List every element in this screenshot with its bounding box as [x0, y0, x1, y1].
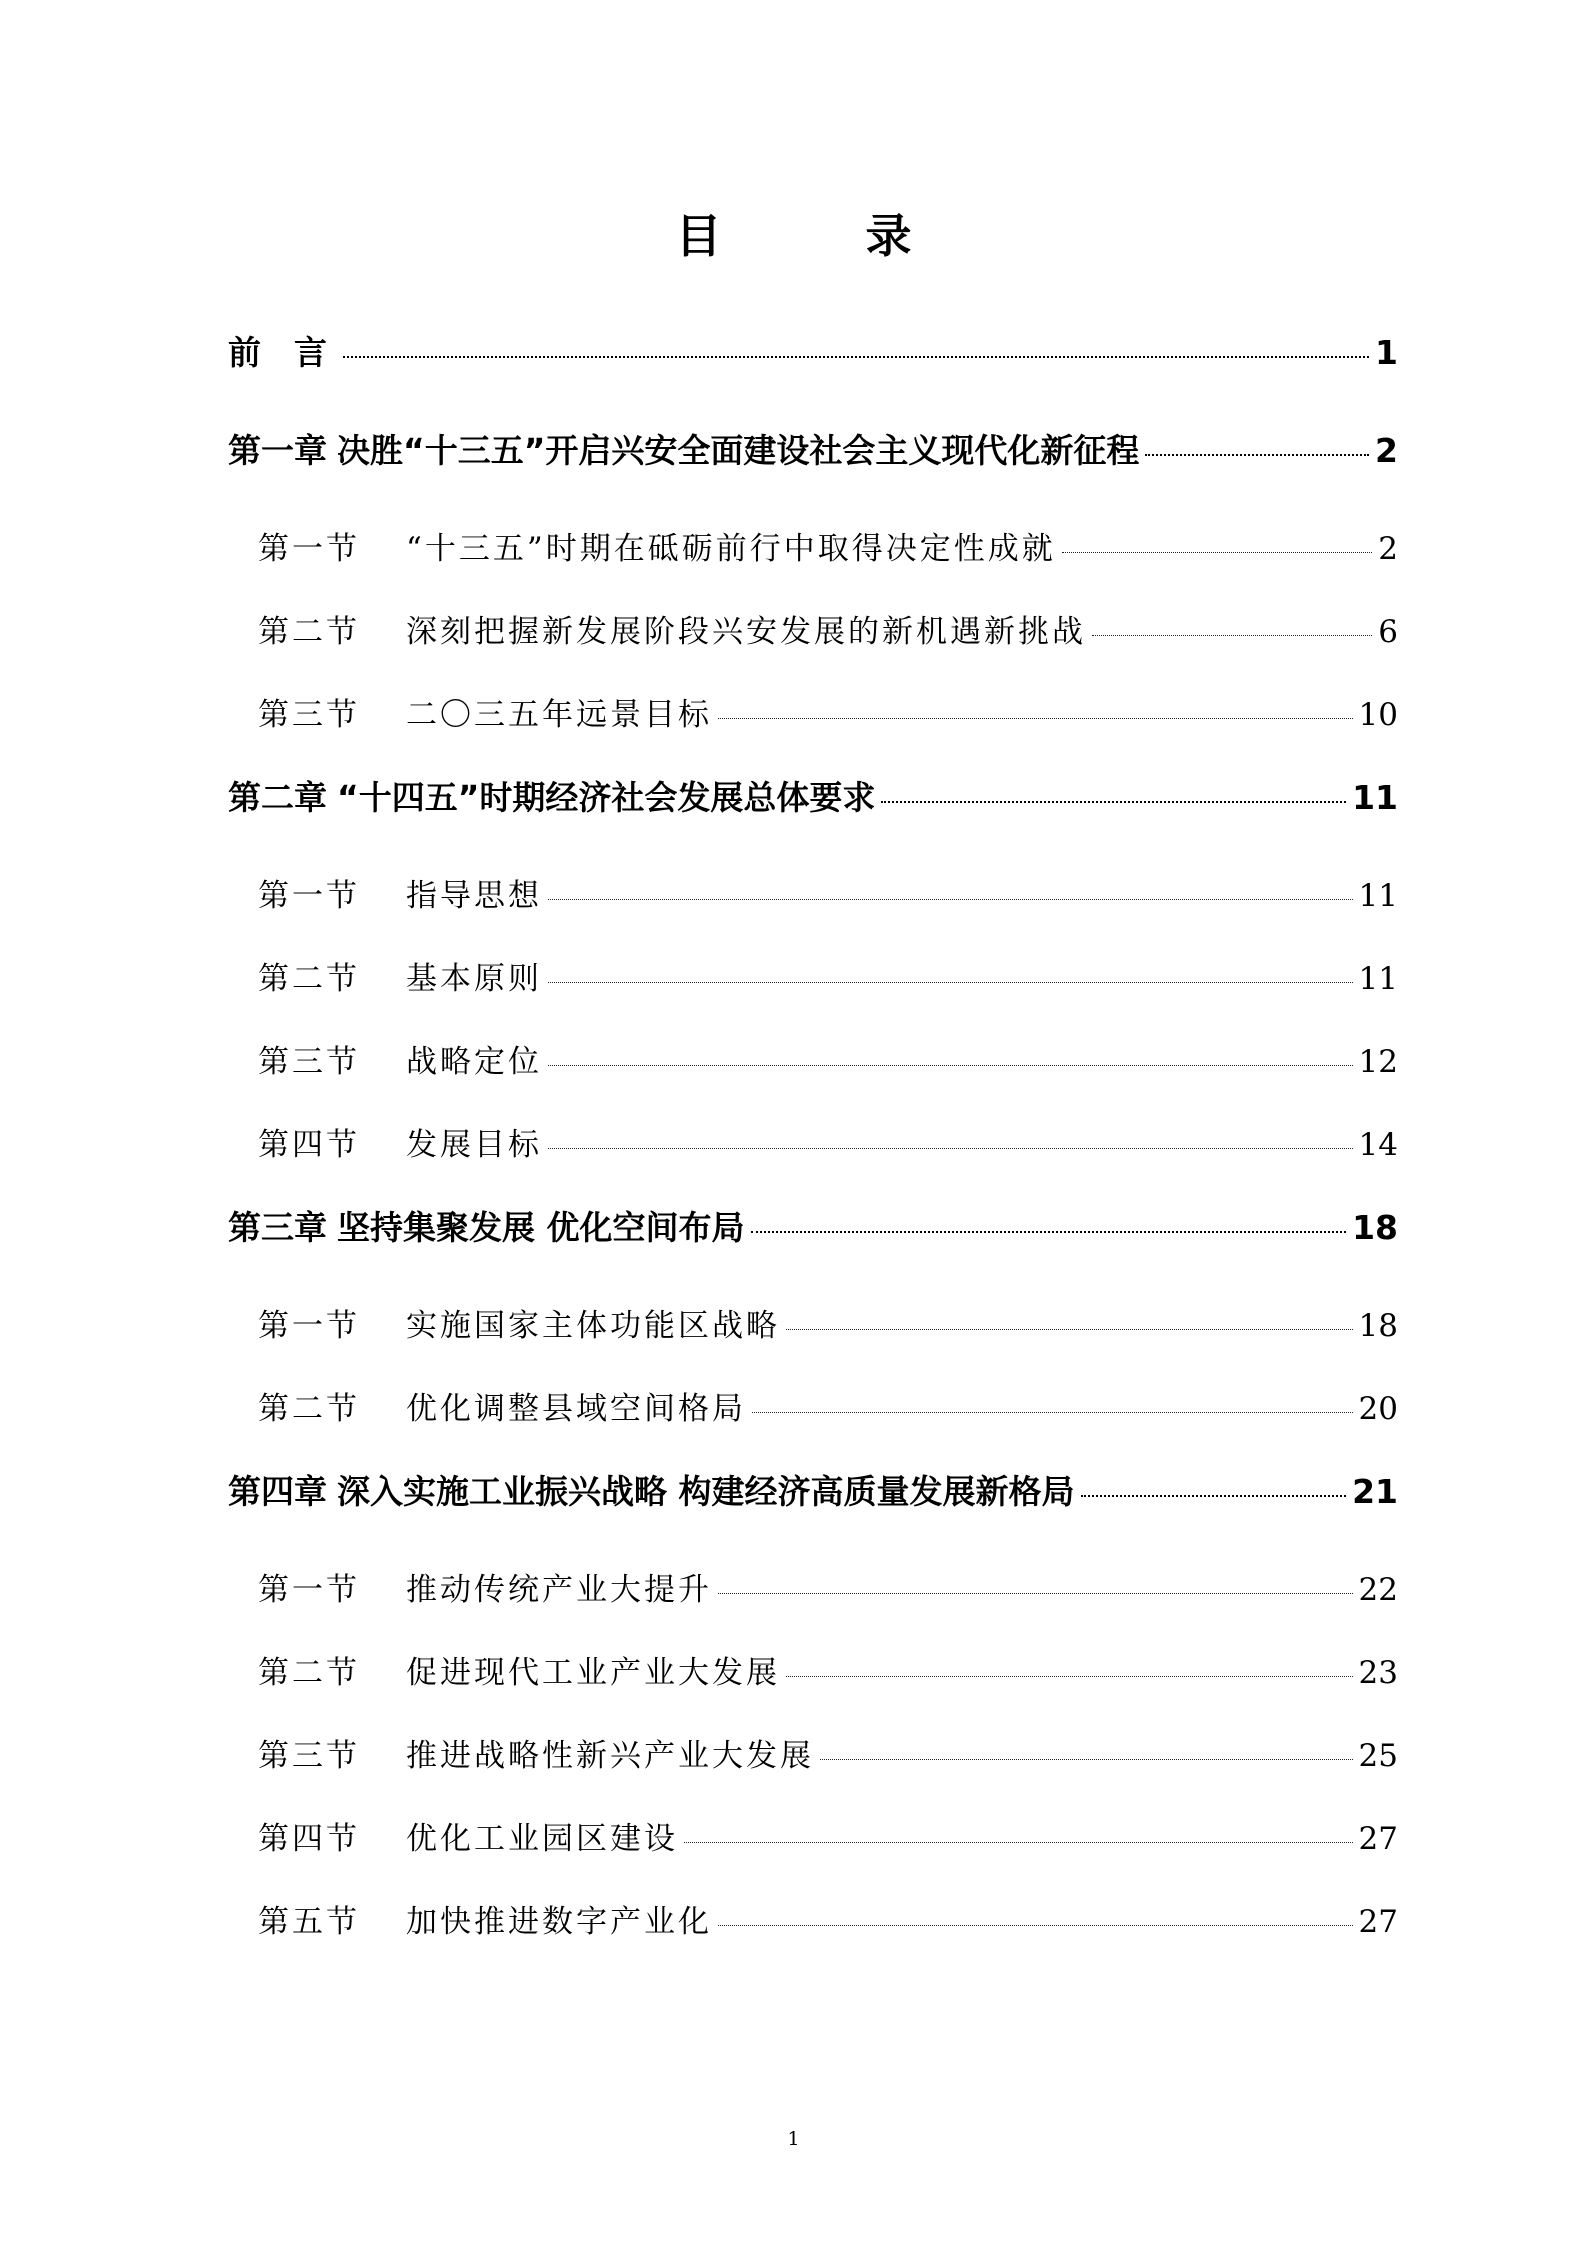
- dot-leader: [1062, 552, 1373, 553]
- toc-section-entry[interactable]: [228, 951, 1398, 1034]
- dot-leader: [752, 1412, 1353, 1413]
- toc-entry-number: 第三节: [258, 1044, 360, 1080]
- toc-entry-label: [258, 1645, 780, 1701]
- dot-leader: [786, 1676, 1353, 1677]
- toc-entry-number: 第二节: [258, 1655, 360, 1691]
- toc-entry-label: [258, 868, 542, 924]
- toc-entry-label: [258, 1298, 780, 1354]
- toc-entry-title: 加快推进数字产业化: [406, 1904, 712, 1940]
- toc-entry-label: [228, 423, 1139, 479]
- toc-entry-number: 第四节: [258, 1821, 360, 1857]
- toc-section-entry[interactable]: [228, 521, 1398, 604]
- toc-chapter-entry[interactable]: [228, 1464, 1398, 1562]
- toc-entry-page: 6: [1378, 614, 1398, 650]
- toc-entry-title: 基本原则: [406, 961, 542, 997]
- toc-entry-label: [258, 1728, 814, 1784]
- toc-entry-title: 促进现代工业产业大发展: [406, 1655, 780, 1691]
- dot-leader: [718, 1593, 1353, 1594]
- toc-chapter-entry[interactable]: [228, 325, 1398, 423]
- toc-entry-number: 第一章: [228, 431, 327, 470]
- toc-entry-label: [258, 1894, 712, 1950]
- toc-entry-number: 第四章: [228, 1472, 327, 1511]
- toc-entry-number: 第一节: [258, 531, 360, 567]
- toc-entry-label: [258, 604, 1086, 660]
- dot-leader: [751, 1231, 1347, 1233]
- toc-entry-title: “十三五”时期在砥砺前行中取得决定性成就: [406, 531, 1056, 567]
- toc-entry-title: 推动传统产业大提升: [406, 1572, 712, 1608]
- toc-section-entry[interactable]: [228, 1811, 1398, 1894]
- toc-section-entry[interactable]: [228, 687, 1398, 770]
- toc-section-entry[interactable]: [228, 1728, 1398, 1811]
- toc-entry-title: 决胜“十三五”开启兴安全面建设社会主义现代化新征程: [337, 431, 1140, 470]
- toc-entry-number: 第三节: [258, 1738, 360, 1774]
- toc-section-entry[interactable]: [228, 1562, 1398, 1645]
- toc-chapter-entry[interactable]: [228, 423, 1398, 521]
- toc-section-entry[interactable]: [228, 1645, 1398, 1728]
- toc-entry-label: [228, 325, 337, 381]
- toc-entry-label: [258, 1117, 542, 1173]
- toc-entry-page: 18: [1352, 1208, 1398, 1247]
- toc-entry-page: 23: [1358, 1655, 1398, 1691]
- toc-entry-label: [258, 1562, 712, 1618]
- toc-entry-page: 11: [1358, 878, 1398, 914]
- toc-entry-number: 第五节: [258, 1904, 360, 1940]
- toc-entry-page: 25: [1358, 1738, 1398, 1774]
- toc-entry-title: 优化调整县域空间格局: [406, 1391, 746, 1427]
- toc-title: 目 录: [675, 209, 976, 263]
- toc-entry-number: 第三节: [258, 697, 360, 733]
- toc-entry-page: 20: [1358, 1391, 1398, 1427]
- toc-entry-page: 1: [1375, 333, 1398, 372]
- toc-entry-page: 10: [1358, 697, 1398, 733]
- toc-entry-label: [258, 1381, 746, 1437]
- toc-entry-page: 21: [1352, 1472, 1398, 1511]
- toc-section-entry[interactable]: [228, 1034, 1398, 1117]
- dot-leader: [881, 801, 1346, 803]
- toc-section-entry[interactable]: [228, 868, 1398, 951]
- toc-entry-number: 第二节: [258, 1391, 360, 1427]
- toc-entry-title: 坚持集聚发展 优化空间布局: [337, 1208, 745, 1247]
- toc-chapter-entry[interactable]: [228, 770, 1398, 868]
- toc-entry-page: 27: [1358, 1904, 1398, 1940]
- page-number-footer: 1: [787, 2128, 800, 2150]
- toc-entry-number: 第二章: [228, 778, 327, 817]
- toc-entry-page: 2: [1375, 431, 1398, 470]
- toc-entry-title: 优化工业园区建设: [406, 1821, 678, 1857]
- toc-entry-number: 第二节: [258, 614, 360, 650]
- toc-entry-page: 27: [1358, 1821, 1398, 1857]
- toc-entry-page: 14: [1358, 1127, 1398, 1163]
- toc-entry-number: 第三章: [228, 1208, 327, 1247]
- toc-entry-title: 实施国家主体功能区战略: [406, 1308, 780, 1344]
- toc-entry-label: [258, 951, 542, 1007]
- toc-entry-number: 第一节: [258, 1308, 360, 1344]
- toc-entry-title: 战略定位: [406, 1044, 542, 1080]
- toc-entry-page: 22: [1358, 1572, 1398, 1608]
- dot-leader: [684, 1842, 1353, 1843]
- toc-section-entry[interactable]: [228, 1381, 1398, 1464]
- toc-entry-number: 前 言: [228, 333, 327, 372]
- dot-leader: [548, 1148, 1353, 1149]
- dot-leader: [548, 899, 1353, 900]
- toc-entry-label: [258, 687, 712, 743]
- toc-entry-label: [228, 770, 875, 826]
- dot-leader: [548, 982, 1353, 983]
- toc-entry-title: 指导思想: [406, 878, 542, 914]
- toc-entry-number: 第一节: [258, 1572, 360, 1608]
- toc-entry-page: 11: [1352, 778, 1398, 817]
- dot-leader: [718, 1925, 1353, 1926]
- dot-leader: [718, 718, 1353, 719]
- dot-leader: [820, 1759, 1353, 1760]
- dot-leader: [786, 1329, 1353, 1330]
- toc-entry-title: 二〇三五年远景目标: [406, 697, 712, 733]
- dot-leader: [1092, 635, 1372, 636]
- toc-section-entry[interactable]: [228, 1117, 1398, 1200]
- dot-leader: [548, 1065, 1353, 1066]
- toc-entry-label: [258, 1034, 542, 1090]
- toc-chapter-entry[interactable]: [228, 1200, 1398, 1298]
- toc-entry-page: 11: [1358, 961, 1398, 997]
- toc-entry-number: 第四节: [258, 1127, 360, 1163]
- toc-section-entry[interactable]: [228, 1298, 1398, 1381]
- toc-entry-label: [228, 1200, 745, 1256]
- toc-entry-label: [258, 521, 1056, 577]
- toc-entry-title: “十四五”时期经济社会发展总体要求: [337, 778, 876, 817]
- toc-list: [228, 325, 1398, 1977]
- toc-entry-page: 18: [1358, 1308, 1398, 1344]
- dot-leader: [1081, 1495, 1347, 1497]
- toc-entry-label: [258, 1811, 678, 1867]
- toc-section-entry[interactable]: [228, 604, 1398, 687]
- dot-leader: [343, 356, 1369, 358]
- dot-leader: [1145, 454, 1369, 456]
- toc-entry-title: 深刻把握新发展阶段兴安发展的新机遇新挑战: [406, 614, 1086, 650]
- toc-entry-page: 12: [1358, 1044, 1398, 1080]
- toc-entry-number: 第二节: [258, 961, 360, 997]
- toc-entry-title: 发展目标: [406, 1127, 542, 1163]
- toc-entry-number: 第一节: [258, 878, 360, 914]
- toc-section-entry[interactable]: [228, 1894, 1398, 1977]
- toc-entry-page: 2: [1378, 531, 1398, 567]
- toc-entry-label: [228, 1464, 1075, 1520]
- toc-entry-title: 深入实施工业振兴战略 构建经济高质量发展新格局: [337, 1472, 1075, 1511]
- toc-entry-title: 推进战略性新兴产业大发展: [406, 1738, 814, 1774]
